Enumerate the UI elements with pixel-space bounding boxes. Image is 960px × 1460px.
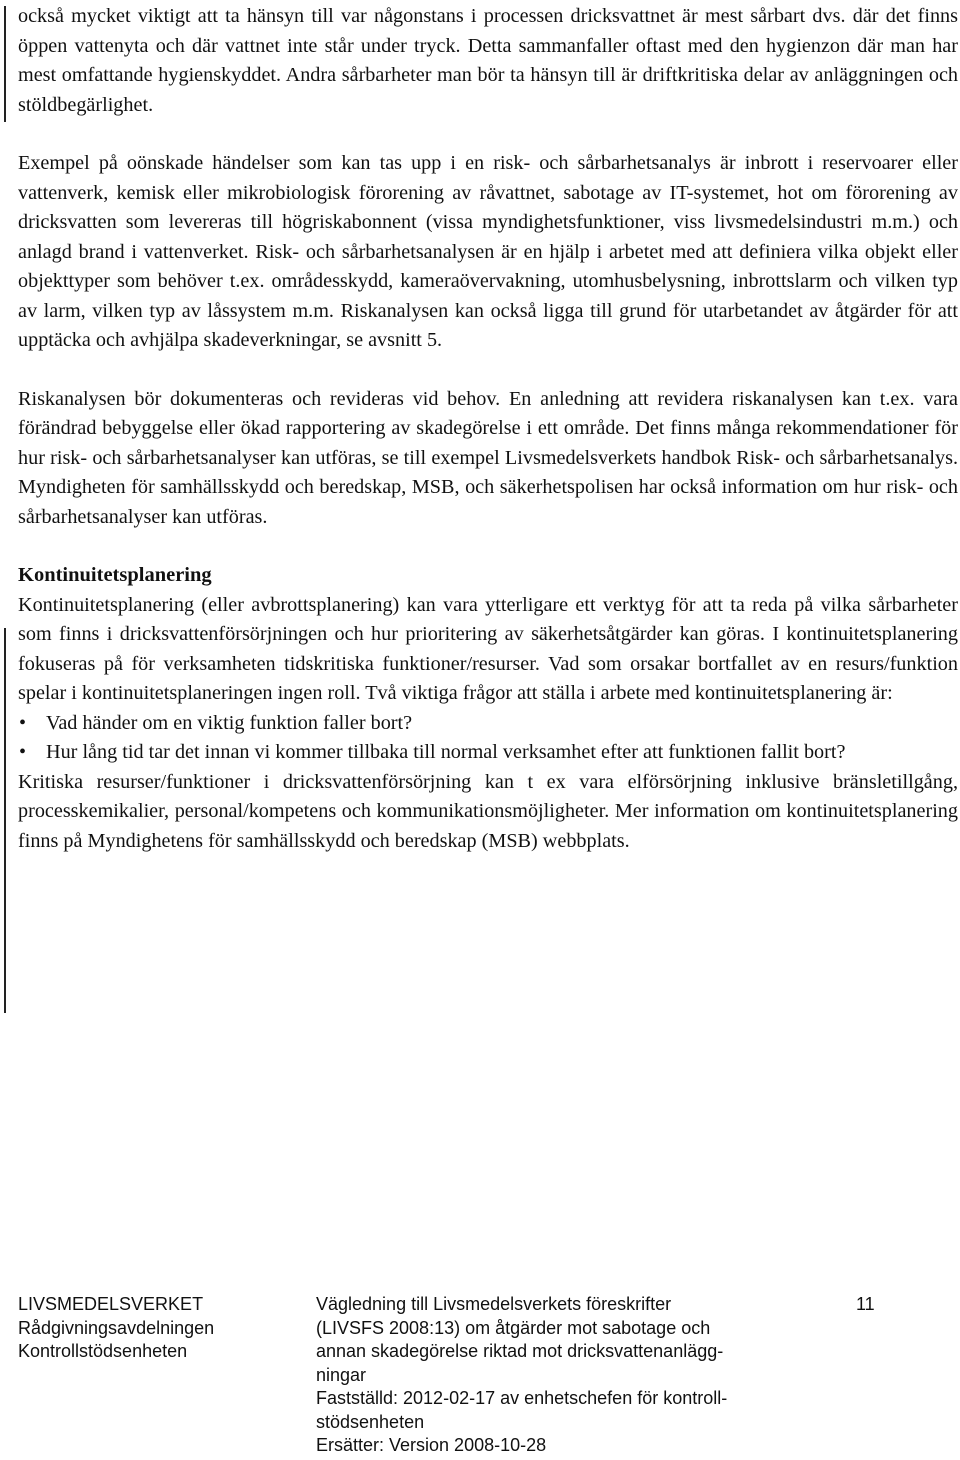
paragraph-critical: Kritiska resurser/funktioner i dricksvattenförsörjning kan t ex vara elförsörjning inklusive bränsletillgång, processkemikalier, personal/kompetens och kommunikationsmöjligheter. Mer information om kontinuitetsplanering finns på Myndighetens för samhällsskydd och beredskap (MSB) webbplats. [18,770,958,852]
bullet-icon: • [19,711,27,734]
revision-bar [4,6,6,122]
list-item-text: Vad händer om en viktig funktion faller bort? [46,711,413,734]
paragraph-continuity: Kontinuitetsplanering (eller avbrottsplanering) kan vara ytterligare ett verktyg för att ta reda på vilka sårbarheter som finns i dricksvattenförsörjningen och hur prioritering av säkerhetsåtgärder kan göras. I kontinuitetsplanering fokuseras på för verksamheten tidskritiska funktioner/resurser. Vad som orsakar bortfallet av en resurs/funktion spelar i kontinuitetsplaneringen ingen roll. Två viktiga frågor att ställa i arbete med kontinuitetsplanering är: [18,593,958,704]
list-item-text: Hur lång tid tar det innan vi kommer tillbaka till normal verksamhet efter att funktionen fallit bort? [46,741,846,763]
section-heading: Kontinuitetsplanering [18,564,212,586]
footer-doc-line: stödsenheten [316,1411,425,1432]
paragraph-examples: Exempel på oönskade händelser som kan tas upp i en risk- och sårbarhetsanalys är inbrott i reservoarer eller vattenverk, kemisk eller mikrobiologisk förorening av råvattnet, sabotage av IT-systemet, hot om förorening av dricksvatten som levereras till högriskabonnent (vissa myndighetsfunktioner, viss livsmedelsindustri m.m.) och anlagd brand i vattenverket. Risk- och sårbarhetsanalysen är en hjälp i arbetet med att definiera vilka objekt eller objekttyper som behöver t.ex. områdesskydd, kameraövervakning, utomhusbelysning, inbrottslarm och vilken typ av larm, vilken typ av låssystem m.m. Riskanalysen kan också ligga till grund för utarbetandet av åtgärder för att upptäcka och avhjälpa skadeverkningar, se avsnitt 5. [18,152,958,351]
footer-doc-line: (LIVSFS 2008:13) om åtgärder mot sabotage och [316,1317,711,1338]
question-list [18,709,958,768]
bullet-icon: • [19,741,27,763]
footer-department: Rådgivningsavdelningen [18,1317,215,1338]
footer-unit: Kontrollstödsenheten [18,1341,188,1361]
body-text [18,2,958,856]
footer-doc-line: annan skadegörelse riktad mot dricksvattenanlägg- [316,1341,724,1361]
list-item [18,709,958,739]
footer-organization [18,1293,308,1364]
page-footer [18,1293,958,1453]
footer-doc-line: ningar [316,1364,367,1385]
list-item [18,738,958,768]
footer-org-name: LIVSMEDELSVERKET [18,1294,204,1314]
footer-doc-line: Vägledning till Livsmedelsverkets föreskrifter [316,1294,672,1314]
paragraph-intro: också mycket viktigt att ta hänsyn till var någonstans i processen dricksvattnet är mest sårbart dvs. där det finns öppen vattenyta och där vattnet inte står under tryck. Detta sammanfaller oftast med den hygienzon där man har mest omfattande hygienskyddet. Andra sårbarheter man bör ta hänsyn till är driftkritiska delar av anläggningen och stöldbegärlighet. [18,5,958,116]
footer-document-info [316,1293,806,1458]
footer-doc-line: Fastställd: 2012-02-17 av enhetschefen för kontroll- [316,1388,728,1408]
page-number: 11 [856,1294,875,1314]
paragraph-documentation: Riskanalysen bör dokumenteras och revideras vid behov. En anledning att revidera riskanalysen kan t.ex. vara förändrad bebyggelse eller ökad rapportering av skadegörelse i ett område. Det finns många rekommendationer för hur risk- och sårbarhetsanalyser kan utföras, se till exempel Livsmedelsverkets handbok Risk- och sårbarhetsanalys. Myndigheten för samhällsskydd och beredskap, MSB, och säkerhetspolisen har också information om hur risk- och sårbarhetsanalyser kan utföras. [18,387,958,528]
footer-doc-line: Ersätter: Version 2008-10-28 [316,1435,547,1455]
revision-bar [4,628,6,1013]
